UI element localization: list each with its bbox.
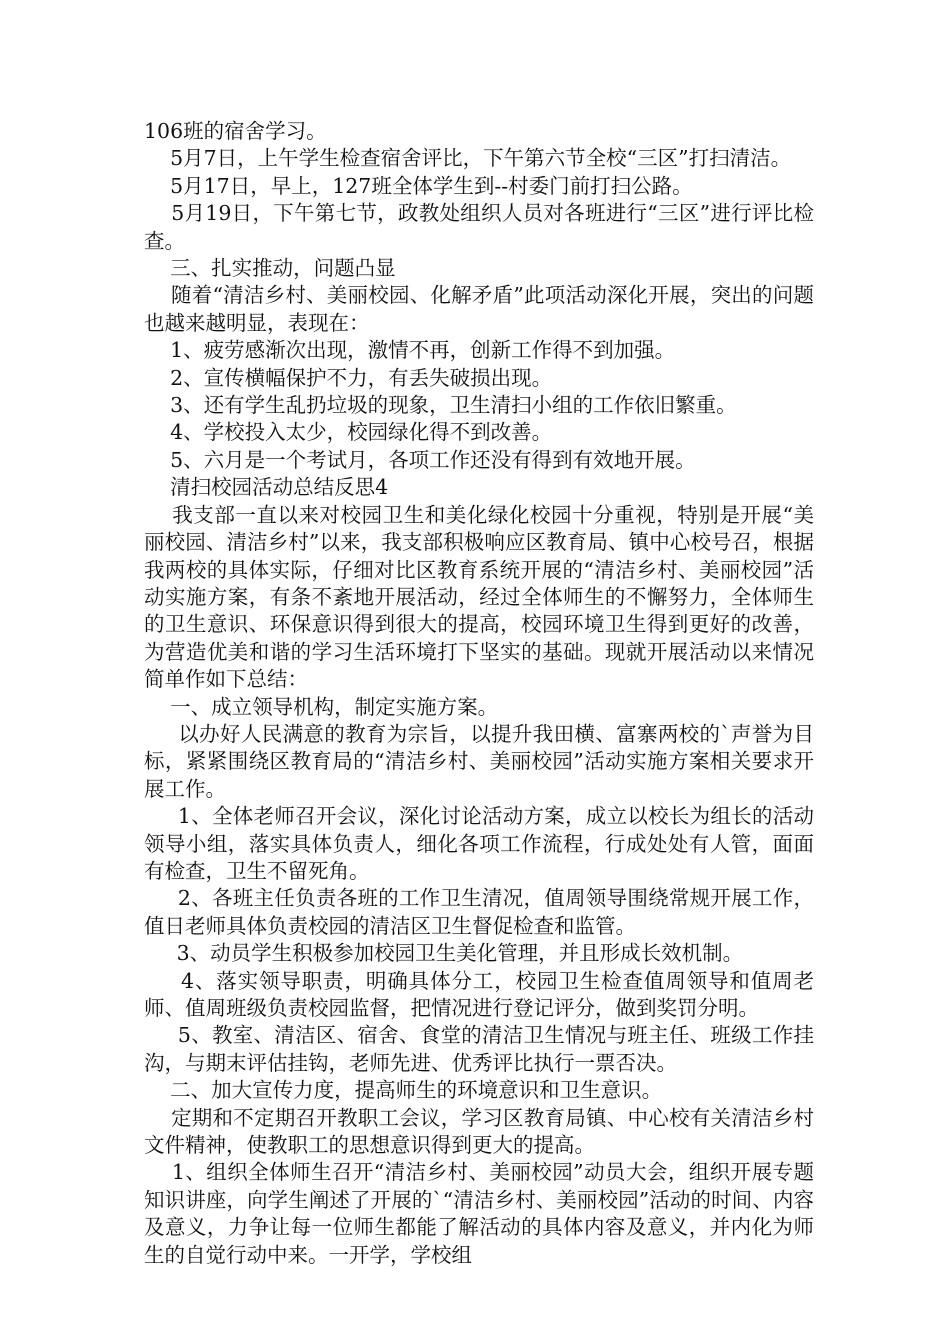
section-heading: 三、扎实推动，问题凸显 <box>144 256 396 281</box>
list-item: 1、疲劳感渐次出现，激情不再，创新工作得不到加强。 <box>144 338 676 363</box>
list-item: 3、还有学生乱扔垃圾的现象，卫生清扫小组的工作依旧繁重。 <box>144 393 737 418</box>
list-item: 1、组织全体师生召开“清洁乡村、美丽校园”动员大会，组织开展专题知识讲座，向学生阐述了开展的`“清洁乡村、美丽校园”活动的时间、内容及意义，力争让每一位师生都能了解活动的具体内容及意义，并内化为师生的自觉行动中来。一开学，学校组 <box>144 1160 814 1267</box>
paragraph: 5月7日，上午学生检查宿舍评比，下午第六节全校“三区”打扫清洁。 <box>144 146 792 171</box>
paragraph: 5月17日，早上，127班全体学生到--村委门前打扫公路。 <box>144 173 693 198</box>
document-page <box>144 118 814 1269</box>
paragraph: 5月19日，下午第七节，政教处组织人员对各班进行“三区”进行评比检查。 <box>144 201 814 253</box>
list-item: 3、动员学生积极参加校园卫生美化管理，并且形成长效机制。 <box>144 941 744 966</box>
list-item: 2、宣传横幅保护不力，有丢失破损出现。 <box>144 365 553 390</box>
article-title: 清扫校园活动总结反思4 <box>144 475 389 500</box>
paragraph: 随着“清洁乡村、美丽校园、化解矛盾”此项活动深化开展，突出的问题也越来越明显，表现在： <box>144 283 814 335</box>
list-item: 4、学校投入太少，校园绿化得不到改善。 <box>144 420 553 445</box>
paragraph: 我支部一直以来对校园卫生和美化绿化校园十分重视，特别是开展“美丽校园、清洁乡村”以来，我支部积极响应区教育局、镇中心校号召，根据我两校的具体实际，仔细对比区教育系统开展的“清洁乡村、美丽校园”活动实施方案，有条不紊地开展活动，经过全体师生的不懈努力，全体师生的卫生意识、环保意识得到很大的提高，校园环境卫生得到更好的改善，为营造优美和谐的学习生活环境打下坚实的基础。现就开展活动以来情况简单作如下总结： <box>144 502 814 692</box>
list-item: 5、教室、清洁区、宿舍、食堂的清洁卫生情况与班主任、班级工作挂沟，与期末评估挂钩，老师先进、优秀评比执行一票否决。 <box>144 1023 814 1075</box>
list-item: 5、六月是一个考试月，各项工作还没有得到有效地开展。 <box>144 447 696 472</box>
paragraph: 以办好人民满意的教育为宗旨，以提升我田横、富寨两校的`声誉为目标，紧紧围绕区教育局的“清洁乡村、美丽校园”活动实施方案相关要求开展工作。 <box>144 721 814 801</box>
section-heading: 二、加大宣传力度，提高师生的环境意识和卫生意识。 <box>144 1078 663 1103</box>
list-item: 2、各班主任负责各班的工作卫生清况，值周领导围绕常规开展工作，值日老师具体负责校园的清洁区卫生督促检查和监管。 <box>144 886 814 938</box>
list-item: 1、全体老师召开会议，深化讨论活动方案，成立以校长为组长的活动领导小组，落实具体负责人，细化各项工作流程，行成处处有人管，面面有检查，卫生不留死角。 <box>144 804 814 883</box>
paragraph: 定期和不定期召开教职工会议，学习区教育局镇、中心校有关清洁乡村文件精神，使教职工的思想意识得到更大的提高。 <box>144 1105 814 1158</box>
list-item: 4、落实领导职责，明确具体分工，校园卫生检查值周领导和值周老师、值周班级负责校园监督，把情况进行登记评分，做到奖罚分明。 <box>144 968 814 1020</box>
section-heading: 一、成立领导机构，制定实施方案。 <box>144 694 499 719</box>
paragraph: 106班的宿舍学习。 <box>144 119 327 143</box>
